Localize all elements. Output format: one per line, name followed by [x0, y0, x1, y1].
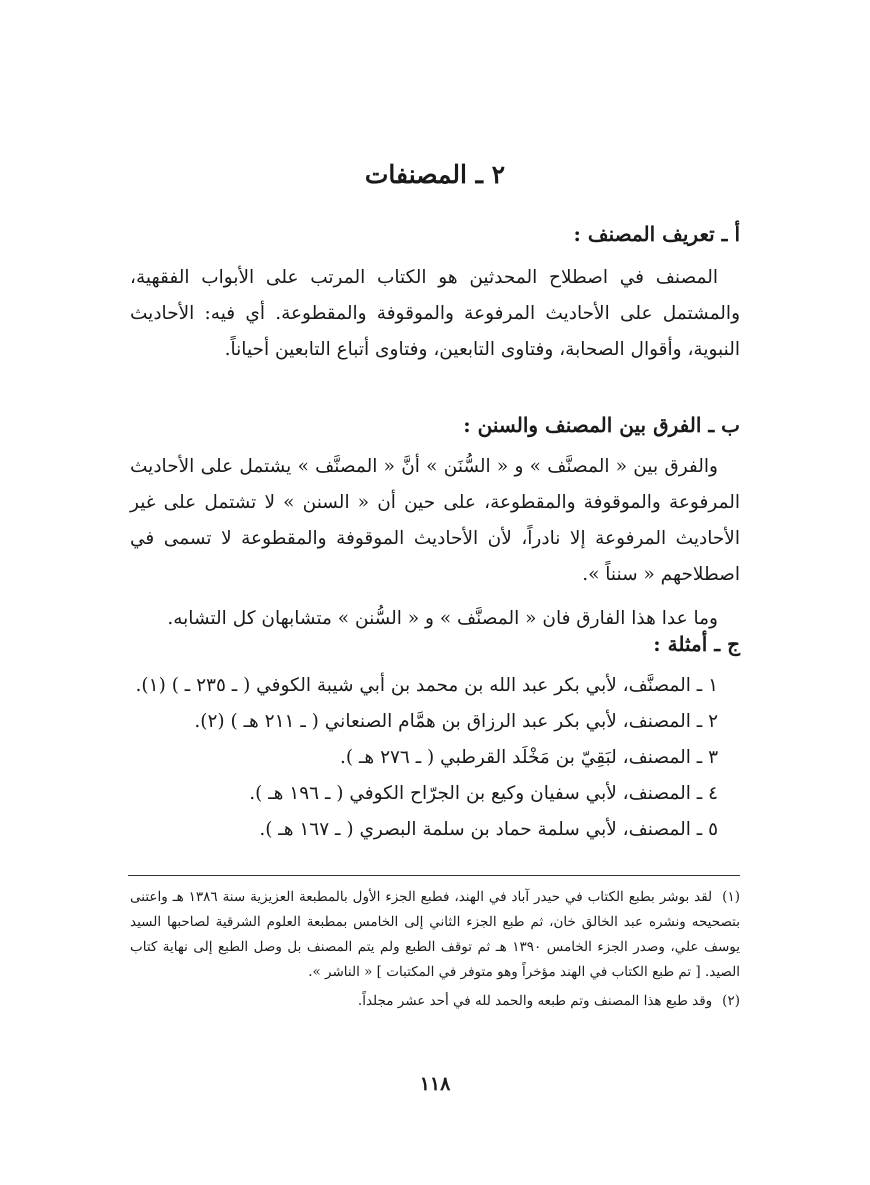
footnote-text: لقد بوشر بطبع الكتاب في حيدر آباد في الهند، فطبع الجزء الأول بالمطبعة العزيزية سنة ١٣٨٦ هـ واعتنى بتصحيحه ونشره عبد الخالق خان، ثم طبع الجزء الثاني إلى الخامس بمطبعة العلوم الشرقية لصاحبها السيد يوسف علي، وصدر الجزء الخامس ١٣٩٠ هـ ثم توقف الطبع ولم يتم المصنف بل وصل الطبع إلى نهاية كتاب الصيد. [ تم طبع الكتاب في الهند مؤخراً وهو متوفر في المكتبات ] « الناشر ».	[130, 889, 740, 980]
section-a	[130, 222, 740, 368]
footnote-text: وقد طبع هذا المصنف وتم طبعه والحمد لله في أحد عشر مجلداً.	[357, 993, 713, 1009]
page-number: ١١٨	[419, 1073, 451, 1095]
section-c	[130, 632, 740, 848]
footnote-marker: (٢)	[722, 993, 740, 1009]
section-b-paragraph-1: والفرق بين « المصنَّف » و « السُّنَن » أنَّ « المصنَّف » يشتمل على الأحاديث المرفوعة والموقوفة والمقطوعة، على حين أن « السنن » لا تشتمل على غير الأحاديث المرفوعة إلا نادراً، لأن الأحاديث الموقوفة والمقطوعة لا تسمى في اصطلاحهم « سنناً ».	[130, 456, 740, 585]
list-item: ٣ ـ المصنف، لبَقِيّ بن مَخْلَد القرطبي ( ـ ٢٧٦ هـ ).	[340, 747, 718, 768]
examples-list	[130, 668, 740, 848]
footnote-2	[130, 989, 740, 1014]
section-b-paragraph-2: وما عدا هذا الفارق فان « المصنَّف » و « السُّنن » متشابهان كل التشابه.	[167, 608, 718, 629]
section-b	[130, 413, 740, 637]
list-item: ٤ ـ المصنف، لأبي سفيان وكيع بن الجرّاح الكوفي ( ـ ١٩٦ هـ ).	[249, 783, 718, 804]
footnote-1	[130, 885, 740, 985]
footnote-marker: (١)	[722, 889, 740, 905]
chapter-title: ٢ ـ المصنفات	[364, 160, 506, 189]
list-item: ٥ ـ المصنف، لأبي سلمة حماد بن سلمة البصري ( ـ ١٦٧ هـ ).	[259, 819, 718, 840]
list-item: ١ ـ المصنَّف، لأبي بكر عبد الله بن محمد بن أبي شيبة الكوفي ( ـ ٢٣٥ ـ ) (١).	[135, 675, 718, 696]
footnote-divider	[128, 875, 740, 876]
footnotes	[130, 885, 740, 1014]
section-a-heading: أ ـ تعريف المصنف :	[573, 222, 740, 246]
section-a-paragraph: المصنف في اصطلاح المحدثين هو الكتاب المرتب على الأبواب الفقهية، والمشتمل على الأحاديث المرفوعة والموقوفة والمقطوعة. أي فيه: الأحاديث النبوية، وأقوال الصحابة، وفتاوى التابعين، وفتاوى أتباع التابعين أحياناً.	[130, 267, 740, 360]
section-b-heading: ب ـ الفرق بين المصنف والسنن :	[463, 413, 740, 437]
section-c-heading: ج ـ أمثلة :	[653, 632, 740, 656]
list-item: ٢ ـ المصنف، لأبي بكر عبد الرزاق بن همَّام الصنعاني ( ـ ٢١١ هـ ) (٢).	[194, 711, 718, 732]
